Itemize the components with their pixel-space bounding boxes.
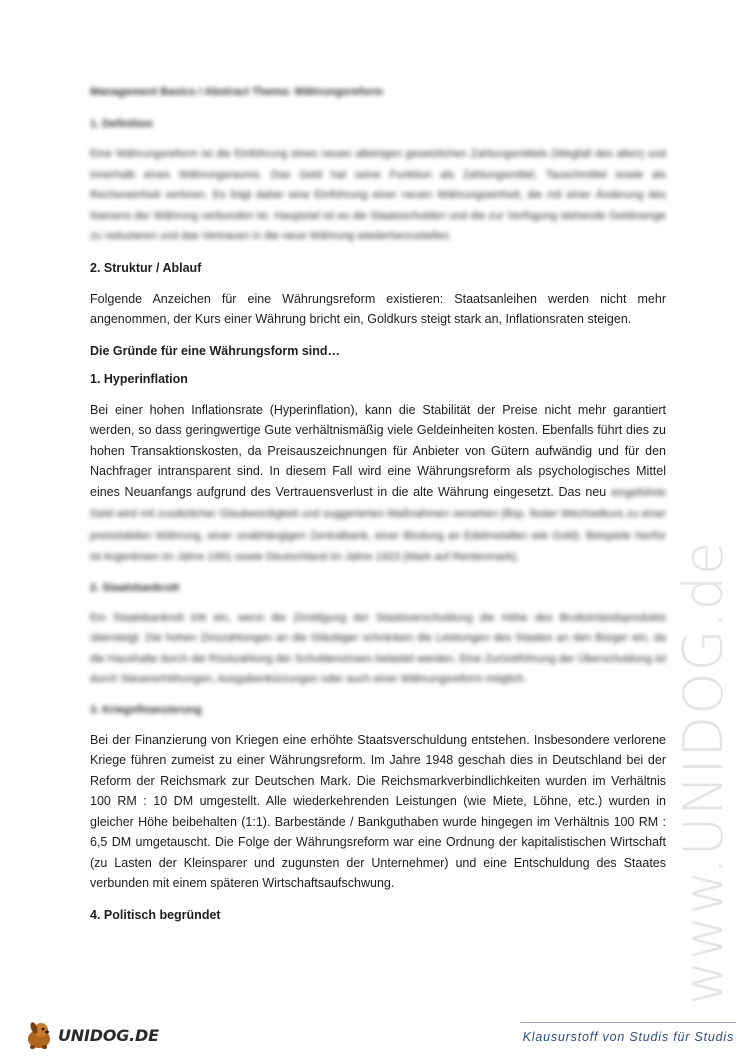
definition-heading: 1. Definition (90, 118, 153, 130)
staatsbankrott-heading: 2. Staatsbankrott (90, 581, 180, 594)
politisch-heading: 4. Politisch begründet (90, 907, 221, 922)
gruende-heading: Die Gründe für eine Währungsform sind… (90, 343, 341, 358)
hyperinflation-heading: 1. Hyperinflation (90, 371, 188, 386)
definition-paragraph: Eine Währungsreform ist die Einführung eines neuen alleinigen gesetzlichen Zahlungsmittels (Wegfall des alten) und innerhalb eines Währungsraums. Das Geld hat seine Funktion als Zahlungsmittel, Tauschmittel sowie als Recheneinheit verloren. Es folgt daher eine Einführung einer neuen Währungseinheit, die mit einer Änderung des Namens der Währung verbunden ist. Hauptziel ist es die Staatsschulden und die zur Verfügung stehende Geldmenge zu reduzieren und das Vertrauen in die neue Währung wiederherzustellen. (90, 148, 666, 242)
struktur-heading: 2. Struktur / Ablauf (90, 260, 202, 275)
unidog-logo (22, 1016, 162, 1054)
kriegsfinanzierung-paragraph: Bei der Finanzierung von Kriegen eine erhöhte Staatsverschuldung entstehen. Insbesondere verlorene Kriege führen zumeist zu einer Währungsreform. Im Jahre 1948 geschah dies in Deutschland bei der Reform der Reichsmark zur Deutschen Mark. Die Reichsmarkverbindlichkeiten wurden im Verhältnis 100 RM : 10 DM umgestellt. Alle wiederkehrenden Leistungen (wie Miete, Löhne, etc.) wurden in gleicher Höhe beibehalten (1:1). Barbestände / Bankguthaben wurde hingegen im Verhältnis 100 RM : 6,5 DM umgetauscht. Die Folge der Währungsreform war eine Ordnung der kapitalistischen Wirtschaft (zu Lasten der Kleinsparer und zugunsten der Unternehmer) und eine Entschuldung des Staates verbunden mit einem späteren Wirtschaftsaufschwung. (90, 732, 666, 890)
document-title: Management Basics / Abstract Thema: Währungsreform (90, 86, 383, 98)
document-page (90, 86, 666, 936)
staatsbankrott-paragraph: Ein Staatsbankrott tritt ein, wenn die Zinstilgung der Staatsverschuldung die Höhe des Bruttoinlandsprodukts übersteigt. Die hohen Zinszahlungen an die Gläubiger schränken die Leistungen des Staates an den Bürger ein, da die Haushalte durch die Rückzahlung der Schuldenzinsen belastet werden. Eine Zurückführung der Überschuldung ist durch Steuererhöhungen, Ausgabenkürzungen oder auch einer Währungsreform möglich. (90, 611, 666, 685)
watermark: www.UNIDOG.de (672, 540, 735, 1005)
dog-icon (22, 1019, 56, 1051)
hyperinflation-text-visible: Bei einer hohen Inflationsrate (Hyperinflation), kann die Stabilität der Preise nicht mehr garantiert werden, so dass geringwertige Gute verhältnismäßig viele Geldeinheiten kosten. Ebenfalls führt dies zu hohen Transaktionskosten, da Preisauszeichnungen für Anbieter von Gütern aufwändig und für den Nachfrager intransparent sind. In diesem Fall wird eine Währungsreform als psychologisches Mittel eines Neuanfangs aufgrund des Vertrauensverlust in die alte Währung eingesetzt. Das neu (90, 402, 666, 499)
logo-text: UNIDOG.DE (58, 1025, 159, 1045)
hyperinflation-text-blurred: eingeführte Geld wird mit zusätzlicher Glaubwürdigkeit und suggerierten Maßnahmen versehen (Bsp. fester Wechselkurs zu einer preisstabilen Währung, einer unabhängigen Zentralbank, einer Bindung an Edelmetallen wie Gold). Beispiele hierfür ist Argentinien im Jahre 1991 sowie Deutschland im Jahre 1923 (Mark auf Rentenmark). (90, 486, 666, 563)
footer-divider (520, 1022, 736, 1023)
struktur-paragraph: Folgende Anzeichen für eine Währungsreform existieren: Staatsanleihen werden nicht mehr angenommen, der Kurs einer Währung bricht ein, Goldkurs steigt stark an, Inflationsraten steigen. (90, 291, 666, 326)
hyperinflation-paragraph (90, 400, 666, 568)
footer-tagline: Klausurstoff von Studis für Studis (522, 1030, 734, 1044)
kriegsfinanzierung-heading: 3. Kriegsfinanzierung (90, 703, 202, 716)
